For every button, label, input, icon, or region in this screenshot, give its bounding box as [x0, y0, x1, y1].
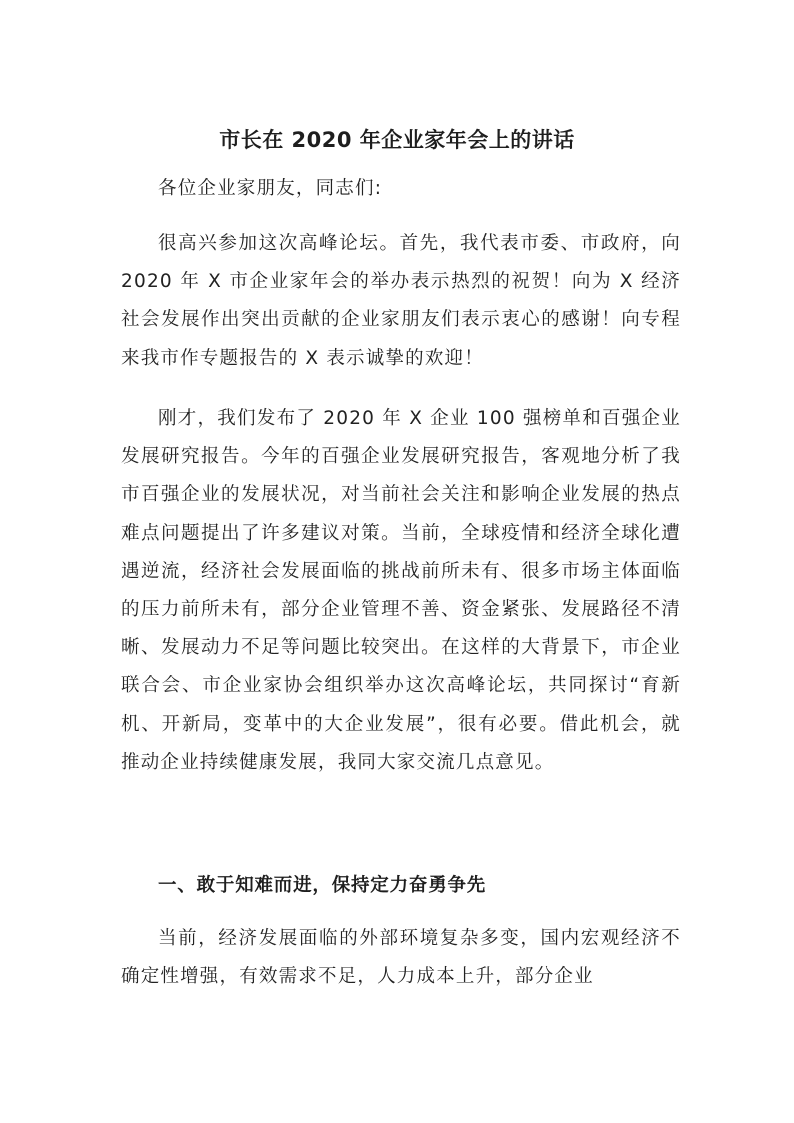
document-title: 市长在 2020 年企业家年会上的讲话: [219, 128, 575, 152]
section-heading: 一、敢于知难而进，保持定力奋勇争先: [158, 875, 487, 896]
paragraph-report: 刚才，我们发布了 2020 年 X 企业 100 强榜单和百强企业发展研究报告。今年的百强企业发展研究报告，客观地分析了我市百强企业的发展状况，对当前社会关注和影响企业发展的热点难点问题提出了许多建议对策。当前，全球疫情和经济全球化遭遇逆流，经济社会发展面临的挑战前所未有、很多市场主体面临的压力前所未有，部分企业管理不善、资金紧张、发展路径不清晰、发展动力不足等问题比较突出。在这样的大背景下，市企业联合会、市企业家协会组织举办这次高峰论坛，共同探讨“育新机、开新局，变革中的大企业发展”，很有必要。借此机会，就推动企业持续健康发展，我同大家交流几点意见。: [121, 408, 681, 773]
paragraph-section-one: 当前，经济发展面临的外部环境复杂多变，国内宏观经济不确定性增强，有效需求不足，人力成本上升，部分企业: [121, 928, 681, 988]
salutation: 各位企业家朋友，同志们:: [158, 178, 383, 199]
paragraph-opening: 很高兴参加这次高峰论坛。首先，我代表市委、市政府，向 2020 年 X 市企业家年会的举办表示热烈的祝贺！向为 X 经济社会发展作出突出贡献的企业家朋友们表示衷心的感谢！向专程来我市作专题报告的 X 表示诚挚的欢迎！: [121, 233, 681, 369]
